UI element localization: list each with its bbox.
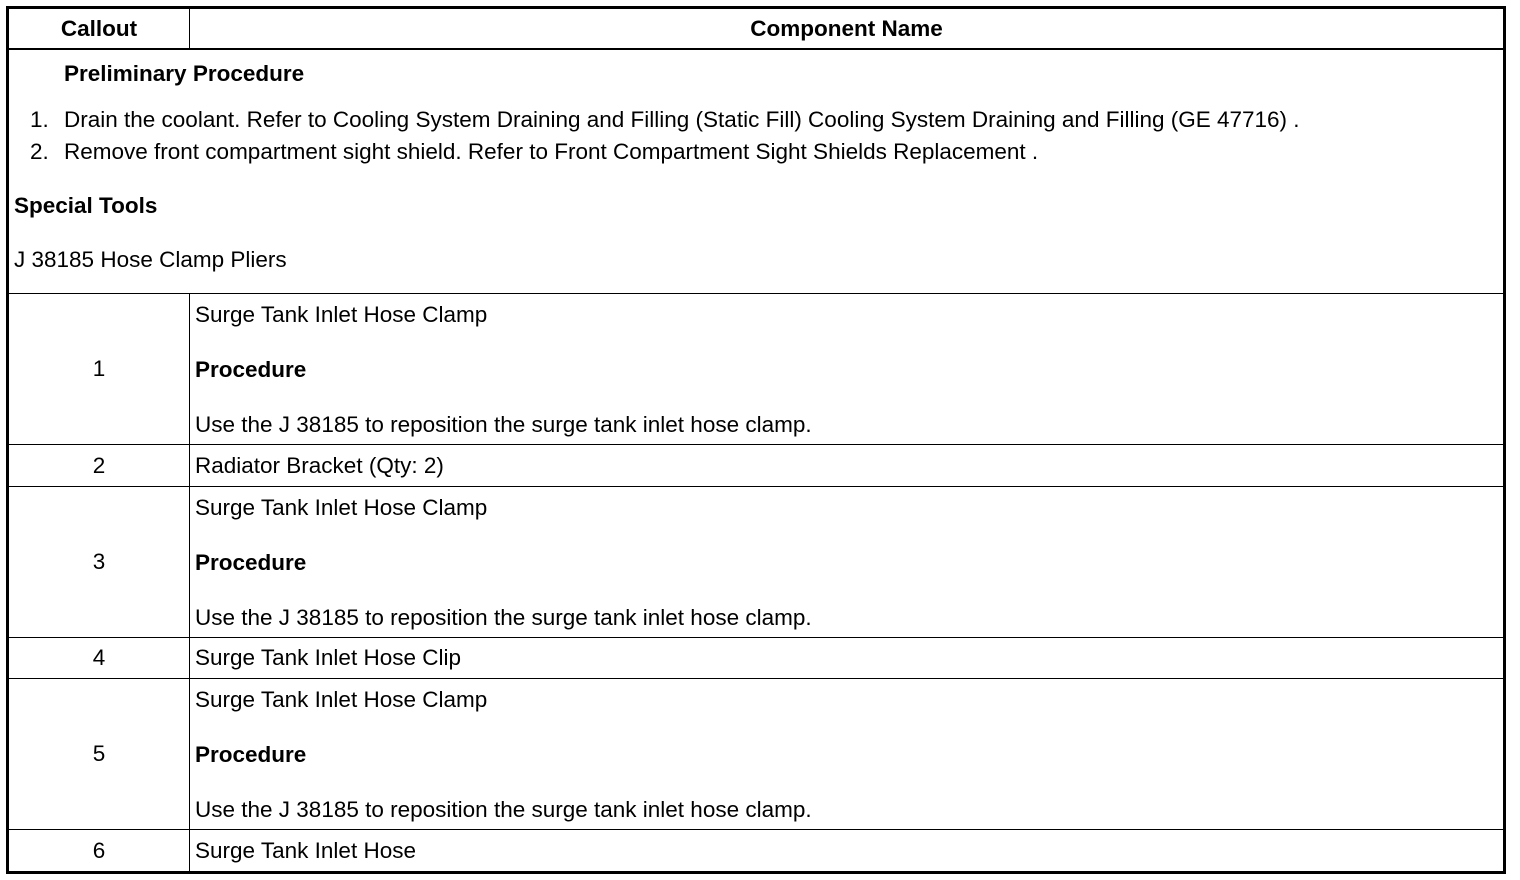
preliminary-step bbox=[14, 136, 1503, 168]
procedure-text: Use the J 38185 to reposition the surge tank inlet hose clamp. bbox=[195, 797, 812, 823]
step-text: Remove front compartment sight shield. Refer to Front Compartment Sight Shields Replacement . bbox=[64, 139, 1039, 164]
procedure-text: Use the J 38185 to reposition the surge tank inlet hose clamp. bbox=[195, 412, 812, 438]
preliminary-step bbox=[14, 104, 1503, 136]
component-name: Surge Tank Inlet Hose Clamp bbox=[195, 494, 488, 520]
table-row bbox=[9, 830, 1503, 871]
preliminary-cell bbox=[9, 49, 1503, 294]
preliminary-procedure-title: Preliminary Procedure bbox=[64, 61, 305, 86]
component-name: Surge Tank Inlet Hose Clip bbox=[190, 637, 1504, 678]
table-header-row bbox=[9, 9, 1503, 49]
step-number: 1. bbox=[30, 107, 49, 132]
special-tool-item: J 38185 Hose Clamp Pliers bbox=[14, 247, 287, 272]
callout-cell: 4 bbox=[9, 637, 190, 678]
callout-cell: 2 bbox=[9, 445, 190, 486]
callout-cell: 6 bbox=[9, 830, 190, 871]
component-name: Surge Tank Inlet Hose bbox=[190, 830, 1504, 871]
table-row bbox=[9, 486, 1503, 637]
component-name: Radiator Bracket (Qty: 2) bbox=[190, 445, 1504, 486]
procedure-label: Procedure bbox=[195, 549, 307, 575]
component-cell bbox=[190, 679, 1504, 830]
step-number: 2. bbox=[30, 139, 49, 164]
table-row bbox=[9, 294, 1503, 445]
component-cell bbox=[190, 486, 1504, 637]
callout-cell: 5 bbox=[9, 679, 190, 830]
component-name: Surge Tank Inlet Hose Clamp bbox=[195, 302, 488, 328]
callout-cell: 3 bbox=[9, 486, 190, 637]
procedure-text: Use the J 38185 to reposition the surge tank inlet hose clamp. bbox=[195, 604, 812, 630]
callout-cell: 1 bbox=[9, 294, 190, 445]
preliminary-steps-list bbox=[14, 104, 1503, 168]
table-row bbox=[9, 445, 1503, 486]
component-table bbox=[9, 9, 1503, 871]
procedure-label: Procedure bbox=[195, 742, 307, 768]
special-tools-title: Special Tools bbox=[14, 193, 158, 218]
component-name: Surge Tank Inlet Hose Clamp bbox=[195, 687, 488, 713]
preliminary-row bbox=[9, 49, 1503, 294]
procedure-label: Procedure bbox=[195, 357, 307, 383]
table-row bbox=[9, 679, 1503, 830]
component-cell bbox=[190, 294, 1504, 445]
table-row bbox=[9, 637, 1503, 678]
callout-column-header: Callout bbox=[9, 9, 190, 49]
step-text: Drain the coolant. Refer to Cooling System Draining and Filling (Static Fill) Cooling System Draining and Filling (GE 47716) . bbox=[64, 107, 1300, 132]
component-name-column-header: Component Name bbox=[190, 9, 1504, 49]
component-table-frame bbox=[6, 6, 1506, 874]
